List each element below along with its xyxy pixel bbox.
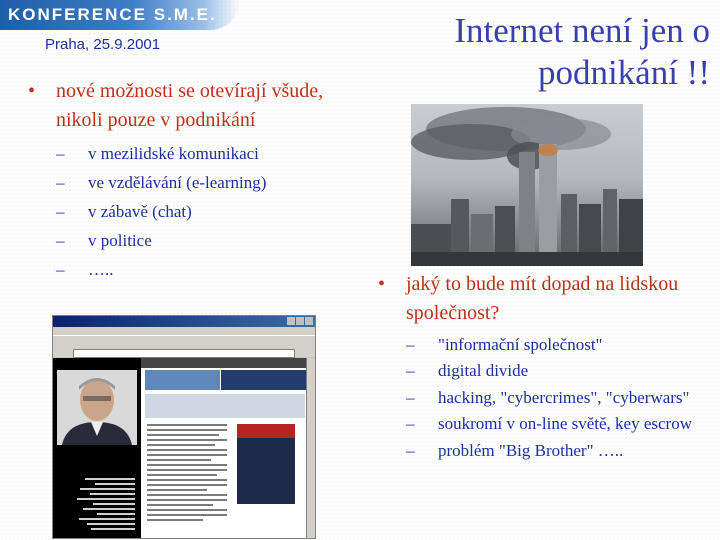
left-bullet-text: nové možnosti se otevírají všude, nikoli pouze v podnikání: [56, 80, 324, 131]
browser-page: [53, 358, 315, 538]
banner-title: KONFERENCE S.M.E.: [8, 5, 217, 24]
right-bullet: [378, 270, 698, 464]
browser-address-bar: [53, 348, 315, 357]
site-header-bar: [221, 370, 309, 390]
browser-titlebar: [53, 316, 315, 327]
page-left-column: [53, 358, 141, 538]
minimize-icon: [287, 317, 295, 325]
left-subitem: – v zábavě (chat): [56, 197, 328, 226]
browser-menubar: [53, 327, 315, 335]
right-bullet-text: jaký to bude mít dopad na lidskou společnost?: [406, 273, 679, 324]
conference-banner: [0, 0, 240, 30]
slide-date: Praha, 25.9.2001: [45, 36, 161, 53]
left-bullet: [28, 77, 328, 284]
right-subitem: – digital divide: [406, 358, 698, 384]
book-cover-title-band: [237, 424, 295, 438]
browser-scrollbar: [306, 358, 315, 538]
right-subitems: [406, 332, 698, 464]
skyline-smoke-photo: [411, 104, 643, 266]
left-subitems: [56, 139, 328, 284]
close-icon: [305, 317, 313, 325]
left-subitem: – v politice: [56, 226, 328, 255]
right-subitem: – "informační společnost": [406, 332, 698, 358]
left-subitem: – v mezilidské komunikaci: [56, 139, 328, 168]
right-subitem: – soukromí v on-line světě, key escrow: [406, 412, 698, 436]
portrait-photo: [57, 370, 137, 445]
browser-toolbar: [53, 335, 315, 348]
page-top-strip: [141, 358, 315, 368]
left-bullet-list: [28, 77, 328, 284]
left-subitem: – …..: [56, 255, 328, 284]
page-heading-box: [145, 394, 305, 418]
site-logo: [145, 370, 220, 390]
page-article-text: [147, 424, 227, 524]
right-subitem: – hacking, "cybercrimes", "cyberwars": [406, 386, 698, 410]
right-bullet-list: [378, 270, 698, 464]
maximize-icon: [296, 317, 304, 325]
right-subitem: – problém "Big Brother" …..: [406, 438, 698, 464]
browser-screenshot: [52, 315, 316, 539]
window-buttons: [287, 317, 313, 325]
page-menu-lines: [73, 478, 135, 533]
left-subitem: – ve vzdělávání (e-learning): [56, 168, 328, 197]
slide-title: Internet není jen o podnikání !!: [454, 11, 710, 92]
